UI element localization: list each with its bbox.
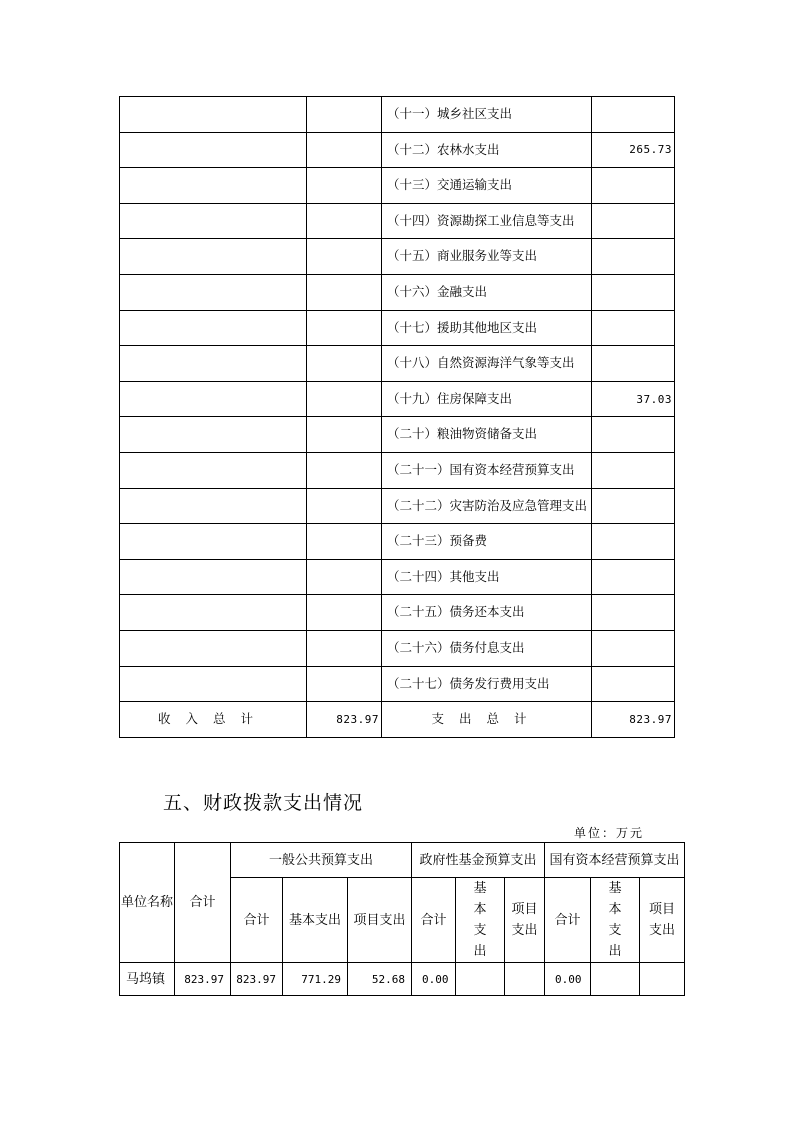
income-item-cell (120, 666, 307, 702)
header-gov-fund-basic: 基本支出 (456, 878, 505, 963)
income-item-cell (120, 417, 307, 453)
expense-total-value: 823.97 (592, 702, 675, 738)
income-item-cell (120, 274, 307, 310)
expense-item-cell: （二十）粮油物资储备支出 (382, 417, 592, 453)
income-item-cell (120, 97, 307, 133)
header-general-basic: 基本支出 (283, 878, 348, 963)
expense-item-cell: （十八）自然资源海洋气象等支出 (382, 346, 592, 382)
expense-item-cell: （十七）援助其他地区支出 (382, 310, 592, 346)
expense-item-cell: （十四）资源勘探工业信息等支出 (382, 203, 592, 239)
income-total-label: 收入总计 (120, 702, 307, 738)
income-item-cell (120, 488, 307, 524)
state-capital-total-cell: 0.00 (545, 963, 591, 996)
table-row (120, 274, 675, 310)
table-row (120, 168, 675, 204)
income-value-cell (307, 559, 382, 595)
header-total: 合计 (175, 843, 231, 963)
table-row (120, 524, 675, 560)
expense-item-cell: （十一）城乡社区支出 (382, 97, 592, 133)
income-value-cell (307, 381, 382, 417)
income-value-cell (307, 239, 382, 275)
state-capital-project-cell (640, 963, 685, 996)
expense-value-cell (592, 239, 675, 275)
income-value-cell (307, 346, 382, 382)
expense-item-cell: （十三）交通运输支出 (382, 168, 592, 204)
expense-item-cell: （二十一）国有资本经营预算支出 (382, 452, 592, 488)
expense-item-cell: （二十五）债务还本支出 (382, 595, 592, 631)
expense-value-cell: 265.73 (592, 132, 675, 168)
expense-value-cell (592, 346, 675, 382)
expense-value-cell (592, 666, 675, 702)
header-general-project: 项目支出 (348, 878, 412, 963)
expense-item-cell: （十二）农林水支出 (382, 132, 592, 168)
expense-value-cell (592, 559, 675, 595)
expense-item-cell: （十五）商业服务业等支出 (382, 239, 592, 275)
income-item-cell (120, 595, 307, 631)
income-item-cell (120, 310, 307, 346)
income-value-cell (307, 595, 382, 631)
table-row (120, 452, 675, 488)
general-project-cell: 52.68 (348, 963, 412, 996)
expense-item-cell: （二十三）预备费 (382, 524, 592, 560)
header-state-capital-total: 合计 (545, 878, 591, 963)
income-item-cell (120, 132, 307, 168)
income-value-cell (307, 132, 382, 168)
expense-item-cell: （十九）住房保障支出 (382, 381, 592, 417)
income-total-value: 823.97 (307, 702, 382, 738)
table-row (120, 203, 675, 239)
expense-value-cell (592, 203, 675, 239)
income-item-cell (120, 559, 307, 595)
table-row (120, 381, 675, 417)
expense-value-cell (592, 310, 675, 346)
general-basic-cell: 771.29 (283, 963, 348, 996)
income-item-cell (120, 346, 307, 382)
header-gov-fund-project: 项目支出 (505, 878, 545, 963)
header-state-capital: 国有资本经营预算支出 (545, 843, 685, 878)
header-row-1 (120, 843, 685, 878)
section-title: 五、财政拨款支出情况 (163, 792, 364, 814)
table-row (120, 417, 675, 453)
table-row (120, 595, 675, 631)
expense-overview-table (119, 96, 675, 738)
table-row (120, 666, 675, 702)
expense-item-cell: （十六）金融支出 (382, 274, 592, 310)
header-general-total: 合计 (231, 878, 283, 963)
income-item-cell (120, 524, 307, 560)
expense-item-cell: （二十四）其他支出 (382, 559, 592, 595)
income-value-cell (307, 97, 382, 133)
table-row (120, 559, 675, 595)
header-state-capital-project: 项目支出 (640, 878, 685, 963)
income-value-cell (307, 488, 382, 524)
gov-fund-basic-cell (456, 963, 505, 996)
table-row (120, 963, 685, 996)
expense-value-cell (592, 274, 675, 310)
income-item-cell (120, 381, 307, 417)
general-total-cell: 823.97 (231, 963, 283, 996)
income-value-cell (307, 203, 382, 239)
expense-value-cell (592, 488, 675, 524)
income-value-cell (307, 524, 382, 560)
income-value-cell (307, 417, 382, 453)
gov-fund-total-cell: 0.00 (412, 963, 456, 996)
expense-item-cell: （二十七）债务发行费用支出 (382, 666, 592, 702)
table-row (120, 346, 675, 382)
expense-value-cell (592, 452, 675, 488)
table-row (120, 97, 675, 133)
expense-item-cell: （二十六）债务付息支出 (382, 630, 592, 666)
income-item-cell (120, 203, 307, 239)
expense-value-cell (592, 97, 675, 133)
income-item-cell (120, 452, 307, 488)
income-value-cell (307, 452, 382, 488)
header-state-capital-basic: 基本支出 (591, 878, 640, 963)
total-cell: 823.97 (175, 963, 231, 996)
income-item-cell (120, 239, 307, 275)
table-row (120, 239, 675, 275)
income-item-cell (120, 168, 307, 204)
gov-fund-project-cell (505, 963, 545, 996)
table-row (120, 630, 675, 666)
state-capital-basic-cell (591, 963, 640, 996)
expense-value-cell (592, 630, 675, 666)
header-unit-name: 单位名称 (120, 843, 175, 963)
unit-name-cell: 马坞镇 (120, 963, 175, 996)
appropriation-table (119, 842, 685, 996)
income-item-cell (120, 630, 307, 666)
header-gov-fund-total: 合计 (412, 878, 456, 963)
income-value-cell (307, 310, 382, 346)
header-general-budget: 一般公共预算支出 (231, 843, 412, 878)
income-value-cell (307, 666, 382, 702)
table-row (120, 132, 675, 168)
totals-row (120, 702, 675, 738)
expense-overview-body (120, 97, 675, 702)
expense-value-cell (592, 417, 675, 453)
unit-label: 单位：万元 (574, 826, 645, 840)
income-value-cell (307, 630, 382, 666)
expense-item-cell: （二十二）灾害防治及应急管理支出 (382, 488, 592, 524)
table-row (120, 310, 675, 346)
expense-value-cell (592, 595, 675, 631)
table-row (120, 488, 675, 524)
expense-value-cell: 37.03 (592, 381, 675, 417)
income-value-cell (307, 274, 382, 310)
expense-value-cell (592, 168, 675, 204)
expense-total-label: 支出总计 (382, 702, 592, 738)
income-value-cell (307, 168, 382, 204)
header-gov-fund: 政府性基金预算支出 (412, 843, 545, 878)
expense-value-cell (592, 524, 675, 560)
